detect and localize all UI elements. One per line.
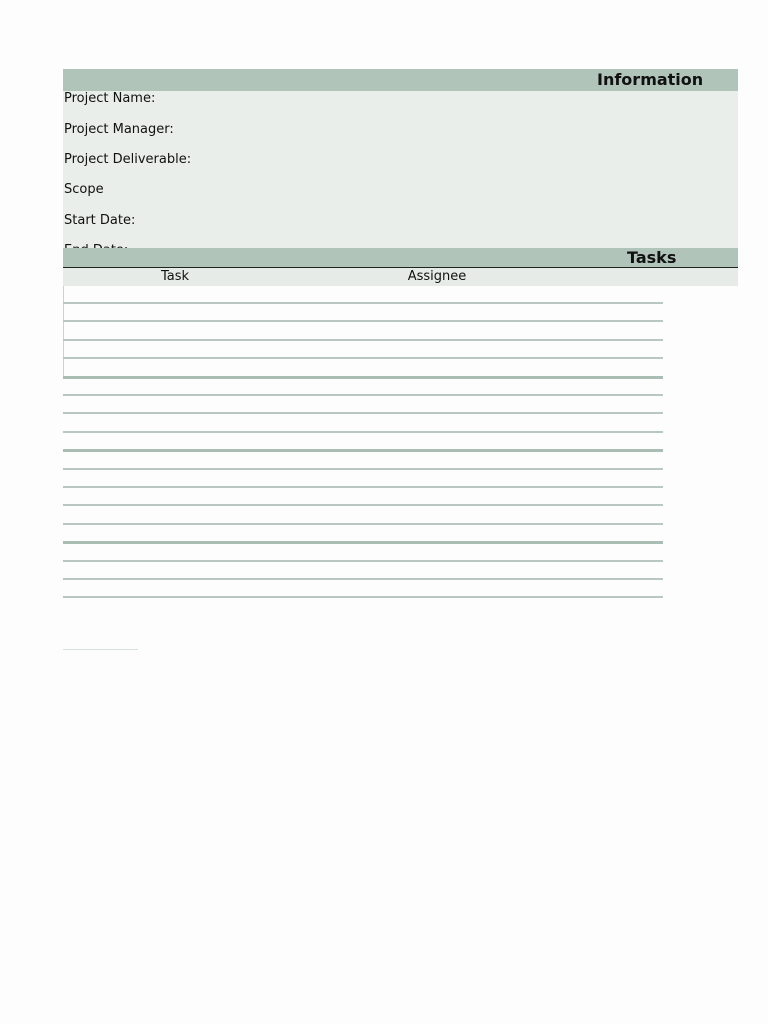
table-row[interactable] [63,376,663,379]
table-row[interactable] [63,560,663,562]
table-row[interactable] [63,339,663,341]
tasks-title: Tasks [627,248,677,267]
project-name-label: Project Name: [64,91,156,106]
information-body [63,91,738,248]
table-row[interactable] [63,578,663,580]
column-header-assignee: Assignee [407,269,467,284]
table-row[interactable] [63,320,663,322]
table-row[interactable] [63,394,663,396]
table-row[interactable] [63,523,663,525]
scope-label: Scope [64,182,104,197]
task-table-body[interactable] [63,286,663,606]
table-row[interactable] [63,596,663,598]
task-table-header [63,267,738,286]
project-deliverable-label: Project Deliverable: [64,152,192,167]
table-row[interactable] [63,449,663,452]
project-manager-label: Project Manager: [64,122,174,137]
table-row[interactable] [63,504,663,506]
table-row[interactable] [63,431,663,433]
footer-divider [63,649,138,650]
table-row[interactable] [63,468,663,470]
column-header-task: Task [160,269,190,284]
table-row[interactable] [63,357,663,359]
start-date-label: Start Date: [64,213,136,228]
table-row[interactable] [63,541,663,544]
information-title: Information [597,70,704,89]
table-row[interactable] [63,486,663,488]
table-row[interactable] [63,412,663,414]
table-row[interactable] [63,302,663,304]
